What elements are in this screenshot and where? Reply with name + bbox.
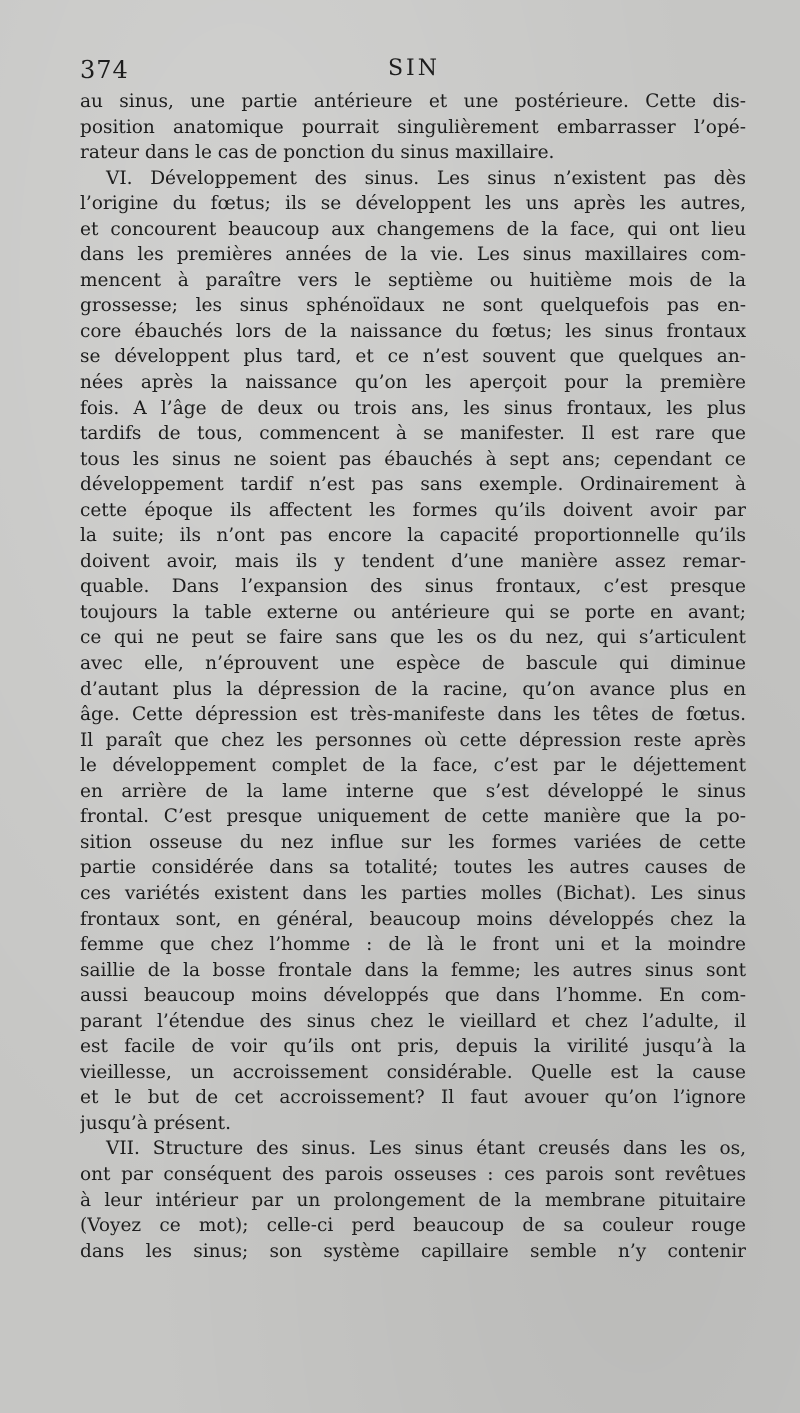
text-line: d’autant plus la dépression de la racine, qu’on avance plus en xyxy=(80,678,746,700)
text-line: frontal. C’est presque uniquement de cette manière que la po- xyxy=(80,806,746,828)
text-line: frontaux sont, en général, beaucoup moins développés chez la xyxy=(80,908,746,930)
text-line: le développement complet de la face, c’est par le déjettement xyxy=(80,755,746,777)
text-line: aussi beaucoup moins développés que dans l’homme. En com- xyxy=(80,985,746,1007)
text-line: quable. Dans l’expansion des sinus frontaux, c’est presque xyxy=(80,576,746,598)
text-line: saillie de la bosse frontale dans la femme; les autres sinus sont xyxy=(80,959,746,981)
text-line: et le but de cet accroissement? Il faut avouer qu’on l’ignore xyxy=(80,1087,746,1109)
text-line: doivent avoir, mais ils y tendent d’une manière assez remar- xyxy=(80,550,746,572)
text-line: sition osseuse du nez influe sur les formes variées de cette xyxy=(80,831,746,853)
text-line: rateur dans le cas de ponction du sinus maxillaire. xyxy=(80,142,555,164)
text-line: se développent plus tard, et ce n’est souvent que quelques an- xyxy=(80,346,746,368)
text-line: femme que chez l’homme : de là le front uni et la moindre xyxy=(80,934,746,956)
page-header xyxy=(80,56,748,90)
text-line: avec elle, n’éprouvent une espèce de bascule qui diminue xyxy=(80,653,746,675)
text-line: développement tardif n’est pas sans exemple. Ordinairement à xyxy=(80,474,746,496)
text-line: fois. A l’âge de deux ou trois ans, les sinus frontaux, les plus xyxy=(80,397,746,419)
text-line: tous les sinus ne soient pas ébauchés à sept ans; cependant ce xyxy=(80,448,746,470)
blank-page-bottom xyxy=(0,1300,800,1413)
section-heading-line: VI. Développement des sinus. Les sinus n’existent pas dès xyxy=(106,167,746,189)
text-line: ce qui ne peut se faire sans que les os du nez, qui s’articulent xyxy=(80,627,746,649)
text-line: parant l’étendue des sinus chez le vieillard et chez l’adulte, il xyxy=(80,1010,746,1032)
section-heading-line: VII. Structure des sinus. Les sinus étant creusés dans les os, xyxy=(106,1138,746,1160)
text-line: nées après la naissance qu’on les aperçoit pour la première xyxy=(80,372,746,394)
text-line: dans les premières années de la vie. Les sinus maxillaires com- xyxy=(80,244,746,266)
text-line: toujours la table externe ou antérieure qui se porte en avant; xyxy=(80,601,746,623)
text-line: en arrière de la lame interne que s’est développé le sinus xyxy=(80,780,746,802)
text-line: Il paraît que chez les personnes où cette dépression reste après xyxy=(80,729,746,751)
text-line: l’origine du fœtus; ils se développent les uns après les autres, xyxy=(80,193,746,215)
text-line: (Voyez ce mot); celle-ci perd beaucoup de sa couleur rouge xyxy=(80,1215,746,1237)
text-line: ont par conséquent des parois osseuses : ces parois sont revêtues xyxy=(80,1163,746,1185)
running-head: SIN xyxy=(387,56,440,81)
text-line: dans les sinus; son système capillaire semble n’y contenir xyxy=(80,1240,746,1262)
text-line: la suite; ils n’ont pas encore la capacité proportionnelle qu’ils xyxy=(80,525,746,547)
text-line: tardifs de tous, commencent à se manifester. Il est rare que xyxy=(80,423,746,445)
text-line: mencent à paraître vers le septième ou huitième mois de la xyxy=(80,269,746,291)
text-line: à leur intérieur par un prolongement de la membrane pituitaire xyxy=(80,1189,746,1211)
text-line: position anatomique pourrait singulièrement embarrasser l’opé- xyxy=(80,116,746,138)
text-line: cette époque ils affectent les formes qu’ils doivent avoir par xyxy=(80,499,746,521)
text-line: âge. Cette dépression est très-manifeste dans les têtes de fœtus. xyxy=(80,704,746,726)
text-line: core ébauchés lors de la naissance du fœtus; les sinus frontaux xyxy=(80,320,746,342)
text-line: partie considérée dans sa totalité; toutes les autres causes de xyxy=(80,857,746,879)
text-line: ces variétés existent dans les parties molles (Bichat). Les sinus xyxy=(80,882,746,904)
text-line: grossesse; les sinus sphénoïdaux ne sont quelquefois pas en- xyxy=(80,295,746,317)
page-number: 374 xyxy=(80,56,129,84)
text-line: et concourent beaucoup aux changemens de la face, qui ont lieu xyxy=(80,218,746,240)
text-line: jusqu’à présent. xyxy=(80,1112,231,1134)
text-line: au sinus, une partie antérieure et une postérieure. Cette dis- xyxy=(80,91,746,112)
body-text xyxy=(80,89,746,1264)
text-line: vieillesse, un accroissement considérable. Quelle est la cause xyxy=(80,1061,746,1083)
text-line: est facile de voir qu’ils ont pris, depuis la virilité jusqu’à la xyxy=(80,1036,746,1058)
